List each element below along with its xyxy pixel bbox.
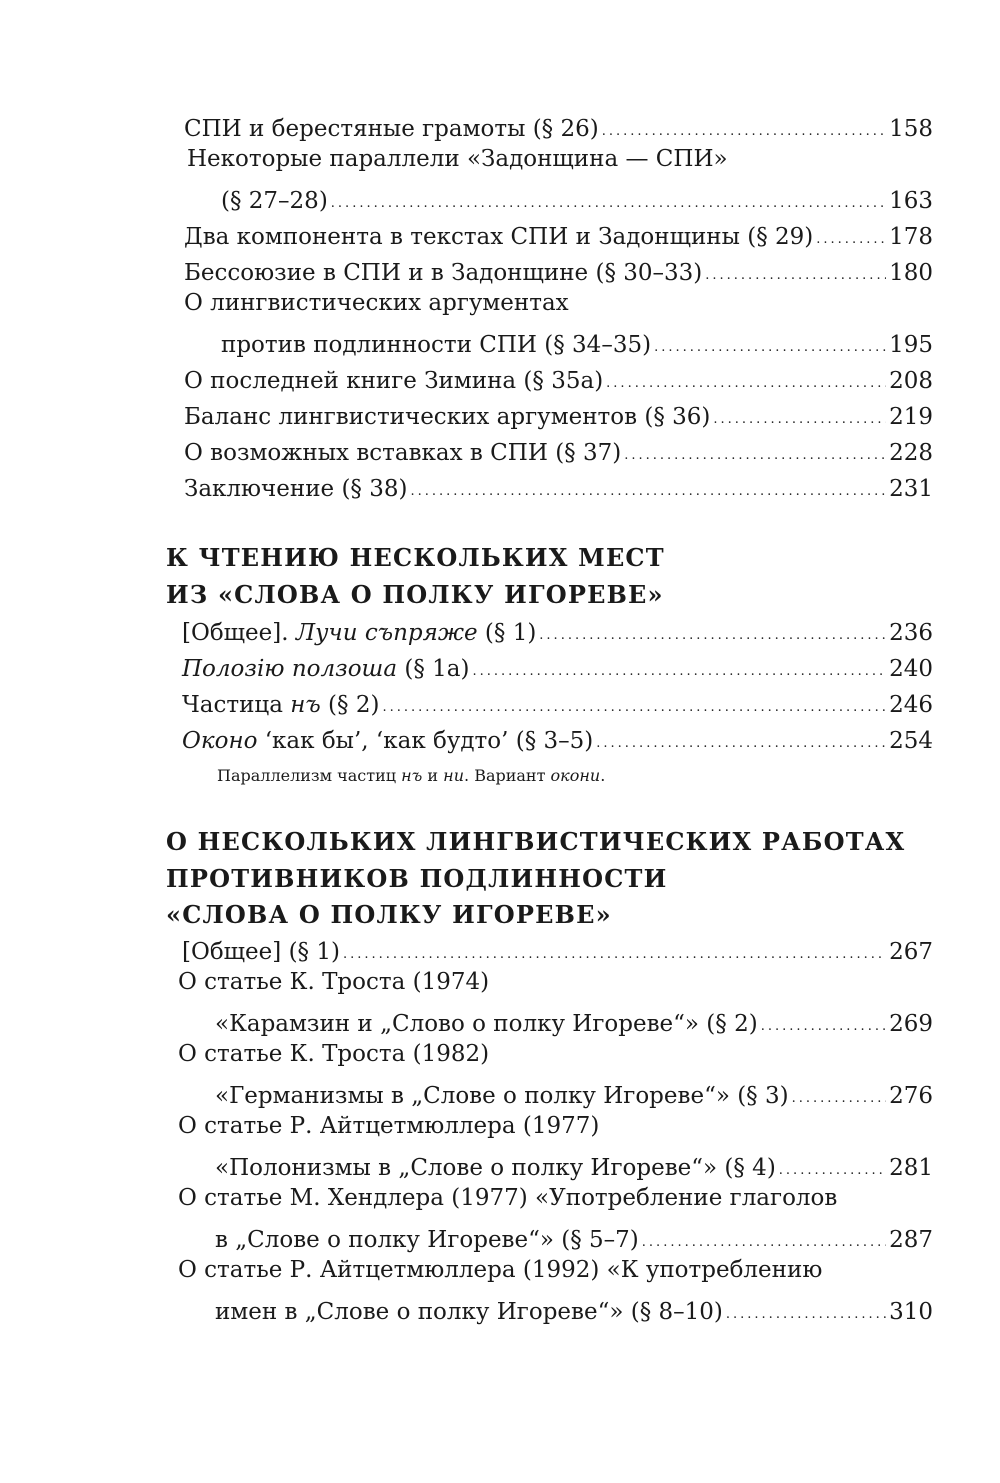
toc-entry xyxy=(178,1111,933,1147)
page-number: 287 xyxy=(889,1227,933,1253)
entry-title: в „Слове о полку Игореве“» (§ 5–7) xyxy=(215,1227,639,1253)
leader-dots xyxy=(816,235,886,245)
toc-entry[interactable] xyxy=(182,684,933,720)
entry-title: О статье К. Троста (1982) xyxy=(178,1041,490,1067)
section-heading: О НЕСКОЛЬКИХ ЛИНГВИСТИЧЕСКИХ РАБОТАХ xyxy=(166,827,906,856)
toc-entry[interactable] xyxy=(184,252,933,288)
toc-entry[interactable] xyxy=(182,612,933,648)
toc-entry[interactable] xyxy=(215,1003,933,1039)
entry-title: Оконо ‘как бы’, ‘как будто’ (§ 3–5) xyxy=(182,728,594,754)
entry-title: Бессоюзие в СПИ и в Задонщине (§ 30–33) xyxy=(184,260,703,286)
toc-entry[interactable] xyxy=(215,1219,933,1255)
leader-dots xyxy=(713,415,886,425)
leader-dots xyxy=(761,1022,886,1032)
entry-title: против подлинности СПИ (§ 34–35) xyxy=(221,332,652,358)
page-number: 254 xyxy=(889,728,933,754)
entry-title: Некоторые параллели «Задонщина — СПИ» xyxy=(187,146,728,172)
page-number: 236 xyxy=(889,620,933,646)
leader-dots xyxy=(654,343,886,353)
entry-title: Частица нъ (§ 2) xyxy=(182,692,380,718)
entry-title: (§ 27–28) xyxy=(221,188,328,214)
leader-dots xyxy=(382,703,886,713)
toc-entry[interactable] xyxy=(182,648,933,684)
page-number: 231 xyxy=(889,476,933,502)
toc-entry xyxy=(178,1039,933,1075)
page-number: 276 xyxy=(889,1083,933,1109)
page-number: 178 xyxy=(889,224,933,250)
leader-dots xyxy=(343,950,886,960)
leader-dots xyxy=(606,379,886,389)
section-heading: К ЧТЕНИЮ НЕСКОЛЬКИХ МЕСТ xyxy=(166,543,665,572)
toc-entry xyxy=(178,967,933,1003)
toc-entry xyxy=(187,144,933,180)
page-number: 180 xyxy=(889,260,933,286)
entry-title: О возможных вставках в СПИ (§ 37) xyxy=(184,440,622,466)
leader-dots xyxy=(602,127,886,137)
section-heading: «СЛОВА О ПОЛКУ ИГОРЕВЕ» xyxy=(166,900,612,929)
toc-entry[interactable] xyxy=(184,396,933,432)
toc-entry[interactable] xyxy=(215,1291,933,1327)
entry-title: О лингвистических аргументах xyxy=(184,290,569,316)
entry-title: [Общее]. Лучи съпряже (§ 1) xyxy=(182,620,537,646)
toc-entry[interactable] xyxy=(182,931,933,967)
leader-dots xyxy=(472,667,886,677)
page-number: 310 xyxy=(889,1299,933,1325)
toc-entry[interactable] xyxy=(184,216,933,252)
entry-title: О статье К. Троста (1974) xyxy=(178,969,490,995)
toc-entry[interactable] xyxy=(184,360,933,396)
toc-entry[interactable] xyxy=(182,720,933,756)
entry-title: Баланс лингвистических аргументов (§ 36) xyxy=(184,404,711,430)
toc-entry[interactable] xyxy=(221,180,933,216)
leader-dots xyxy=(642,1238,886,1248)
entry-title: Полозію ползоша (§ 1а) xyxy=(182,656,470,682)
leader-dots xyxy=(596,739,886,749)
entry-title: «Полонизмы в „Слове о полку Игореве“» (§ 4) xyxy=(215,1155,776,1181)
entry-title: Заключение (§ 38) xyxy=(184,476,408,502)
toc-entry[interactable] xyxy=(215,1147,933,1183)
toc-entry[interactable] xyxy=(221,324,933,360)
entry-title: «Германизмы в „Слове о полку Игореве“» (§ 3) xyxy=(215,1083,789,1109)
page-number: 158 xyxy=(889,116,933,142)
entry-title: «Карамзин и „Слово о полку Игореве“» (§ 2) xyxy=(215,1011,758,1037)
toc-entry[interactable] xyxy=(184,468,933,504)
entry-title: СПИ и берестяные грамоты (§ 26) xyxy=(184,116,599,142)
leader-dots xyxy=(705,271,886,281)
entry-title: Два компонента в текстах СПИ и Задонщины (§ 29) xyxy=(184,224,814,250)
page-number: 269 xyxy=(889,1011,933,1037)
page-number: 246 xyxy=(889,692,933,718)
leader-dots xyxy=(779,1166,886,1176)
entry-title: [Общее] (§ 1) xyxy=(182,939,340,965)
toc-entry xyxy=(178,1183,933,1219)
entry-title: имен в „Слове о полку Игореве“» (§ 8–10) xyxy=(215,1299,723,1325)
entry-title: О статье М. Хендлера (1977) «Употребление глаголов xyxy=(178,1185,838,1211)
leader-dots xyxy=(624,451,886,461)
leader-dots xyxy=(331,199,886,209)
page-number: 195 xyxy=(889,332,933,358)
page-number: 219 xyxy=(889,404,933,430)
toc-entry xyxy=(184,288,933,324)
page-number: 163 xyxy=(889,188,933,214)
leader-dots xyxy=(792,1094,886,1104)
leader-dots xyxy=(539,631,886,641)
page-number: 240 xyxy=(889,656,933,682)
toc-entry[interactable] xyxy=(184,432,933,468)
section-heading: ИЗ «СЛОВА О ПОЛКУ ИГОРЕВЕ» xyxy=(166,580,664,609)
page-number: 228 xyxy=(889,440,933,466)
toc-entry xyxy=(178,1255,933,1291)
entry-note: Параллелизм частиц нъ и ни. Вариант окони. xyxy=(217,766,606,785)
leader-dots xyxy=(410,487,886,497)
page-number: 208 xyxy=(889,368,933,394)
page-number: 281 xyxy=(889,1155,933,1181)
section-heading: ПРОТИВНИКОВ ПОДЛИННОСТИ xyxy=(166,864,668,893)
entry-title: О последней книге Зимина (§ 35а) xyxy=(184,368,604,394)
toc-entry[interactable] xyxy=(215,1075,933,1111)
toc-entry[interactable] xyxy=(184,108,933,144)
entry-title: О статье Р. Айтцетмюллера (1992) «К употреблению xyxy=(178,1257,823,1283)
page-number: 267 xyxy=(889,939,933,965)
entry-title: О статье Р. Айтцетмюллера (1977) xyxy=(178,1113,600,1139)
leader-dots xyxy=(726,1310,886,1320)
